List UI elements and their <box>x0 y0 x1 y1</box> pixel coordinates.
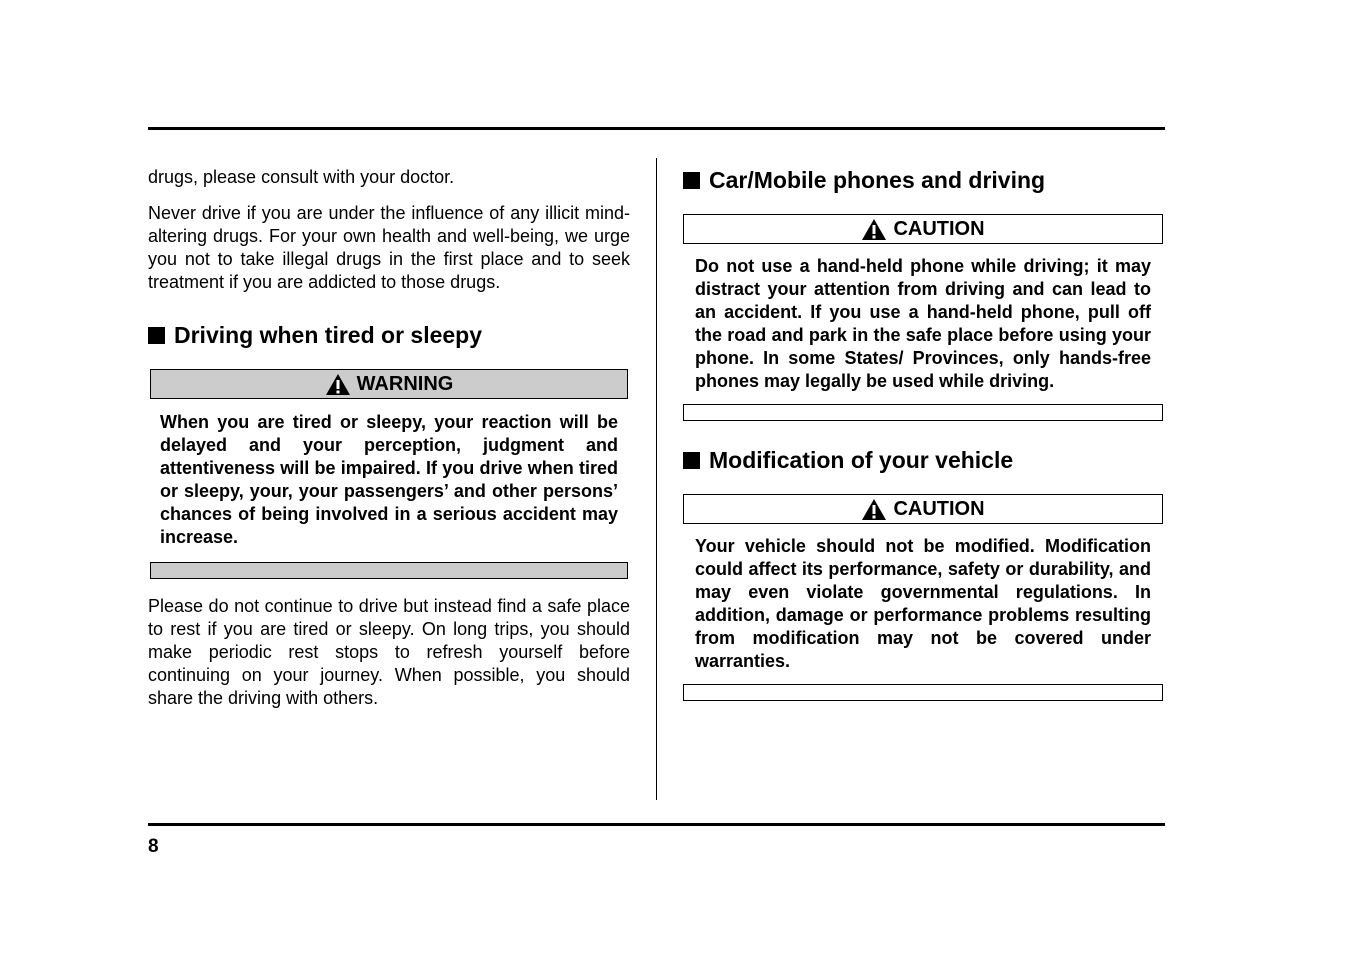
left-column <box>148 166 630 710</box>
warning-triangle-icon <box>325 373 351 396</box>
caution-label-phones: CAUTION <box>893 217 985 240</box>
caution-header-phones <box>683 214 1163 244</box>
section-heading-phones-label: Car/Mobile phones and driving <box>709 167 1046 193</box>
paragraph-illicit-drugs: Never drive if you are under the influence of any illicit mind-altering drugs. For your own health and well-being, we urge you not to take illegal drugs in the first place and to seek treatment if you are addicted to those drugs. <box>148 203 630 292</box>
page-number: 8 <box>148 836 159 857</box>
caution-text-modification: Your vehicle should not be modified. Modification could affect its performance, safety or durability, and may even violate governmental regulations. In addition, damage or performance problems resulting from modification may not be covered under warranties. <box>695 536 1151 671</box>
paragraph-rest-stops: Please do not continue to drive but instead find a safe place to rest if you are tired or sleepy. On long trips, you should make periodic rest stops to refresh yourself before continuing on your journey. When possible, you should share the driving with others. <box>148 596 630 708</box>
right-column <box>683 166 1163 701</box>
bottom-rule <box>148 823 1165 826</box>
warning-triangle-icon <box>861 498 887 521</box>
black-square-icon <box>148 327 165 344</box>
section-heading-modification-label: Modification of your vehicle <box>709 447 1014 473</box>
warning-end-bar <box>150 562 628 579</box>
caution-end-bar-phones <box>683 404 1163 421</box>
section-heading-tired-label: Driving when tired or sleepy <box>174 322 483 348</box>
section-heading-phones <box>683 166 1163 194</box>
section-heading-modification <box>683 446 1163 474</box>
warning-text: When you are tired or sleepy, your reaction will be delayed and your perception, judgment and attentiveness will be impaired. If you drive when tired or sleepy, your, your passengers’ and other persons’ chances of being involved in a serious accident may increase. <box>160 412 618 547</box>
column-divider <box>656 158 657 800</box>
caution-label-modification: CAUTION <box>893 497 985 520</box>
paragraph-doctor: drugs, please consult with your doctor. <box>148 167 455 187</box>
warning-label: WARNING <box>356 372 454 395</box>
caution-end-bar-modification <box>683 684 1163 701</box>
caution-text-phones: Do not use a hand-held phone while driving; it may distract your attention from driving and can lead to an accident. If you use a hand-held phone, pull off the road and park in the safe place before using your phone. In some States/ Provinces, only hands-free phones may legally be used while driving. <box>695 256 1151 391</box>
warning-triangle-icon <box>861 218 887 241</box>
section-heading-tired <box>148 321 630 349</box>
black-square-icon <box>683 172 700 189</box>
caution-header-modification <box>683 494 1163 524</box>
warning-header <box>150 369 628 399</box>
top-rule <box>148 127 1165 130</box>
black-square-icon <box>683 452 700 469</box>
